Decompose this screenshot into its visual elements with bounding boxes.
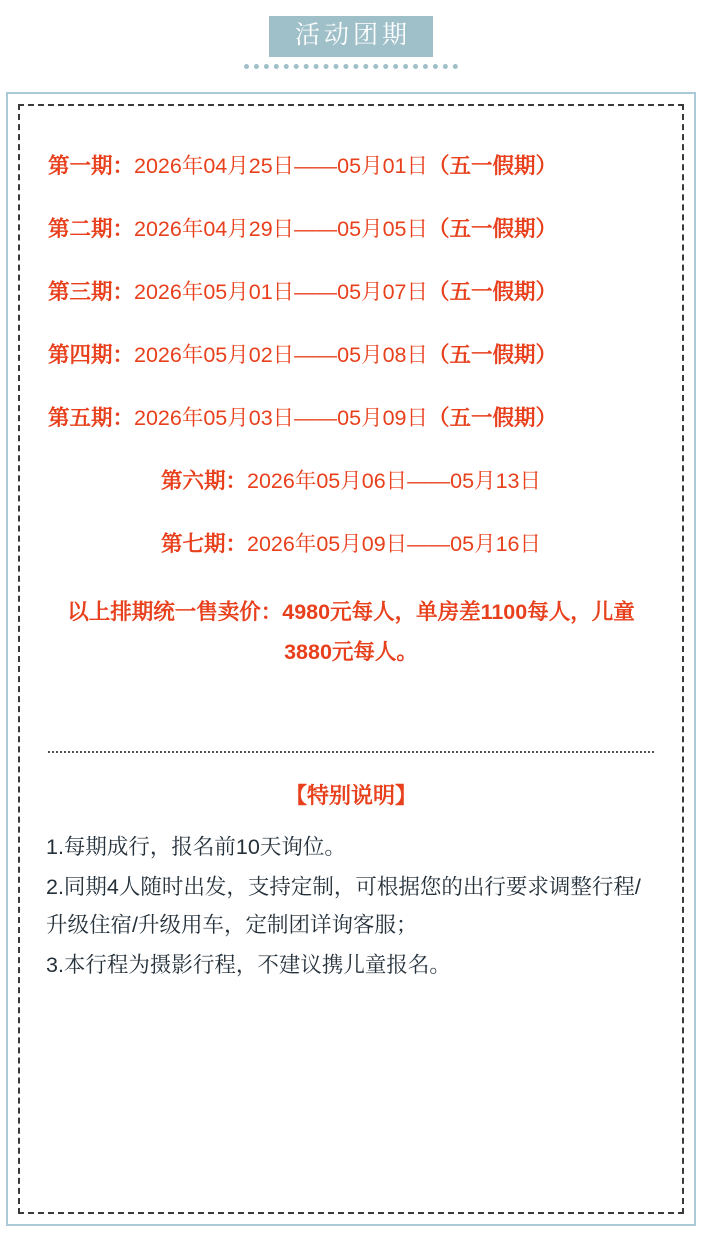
schedule-item-holiday: （五一假期）	[428, 406, 558, 431]
content-card-inner-border	[18, 104, 684, 1214]
schedule-item-label: 第三期：	[48, 280, 135, 305]
page-header	[0, 0, 702, 69]
schedule-item-dates: 2026年05月01日——05月07日	[134, 280, 429, 305]
schedule-item-label: 第二期：	[48, 217, 135, 242]
schedule-item	[42, 278, 660, 307]
special-notes-heading: 【特别说明】	[284, 782, 417, 808]
note-item: 2.同期4人随时出发，支持定制，可根据您的出行要求调整行程/升级住宿/升级用车，定制团详询客服；	[46, 874, 641, 938]
schedule-item	[42, 467, 660, 496]
schedule-item-label: 第四期：	[48, 343, 135, 368]
schedule-item	[42, 215, 660, 244]
schedule-item-holiday: （五一假期）	[428, 343, 558, 368]
note-item: 1.每期成行，报名前10天询位。	[46, 834, 346, 859]
schedule-list	[42, 128, 660, 673]
schedule-item-holiday: （五一假期）	[428, 280, 558, 305]
special-notes-section	[42, 753, 660, 985]
schedule-item	[42, 530, 660, 559]
schedule-item	[42, 152, 660, 181]
content-card	[6, 92, 696, 1226]
schedule-item-label: 第七期：	[160, 532, 247, 557]
price-note: 以上排期统一售卖价：4980元每人，单房差1100每人，儿童3880元每人。	[67, 600, 635, 664]
schedule-item-label: 第一期：	[48, 154, 135, 178]
schedule-item-dates: 2026年05月02日——05月08日	[134, 343, 429, 368]
schedule-item	[42, 341, 660, 370]
schedule-item-label: 第六期：	[160, 469, 247, 494]
schedule-item-holiday: （五一假期）	[428, 217, 558, 242]
schedule-item-holiday: （五一假期）	[428, 154, 558, 178]
schedule-item-dates: 2026年04月25日——05月01日	[134, 154, 429, 178]
title-underline-decoration	[244, 64, 458, 69]
schedule-item-dates: 2026年05月03日——05月09日	[134, 406, 429, 431]
schedule-item-dates: 2026年05月06日——05月13日	[247, 469, 541, 494]
schedule-item-label: 第五期：	[48, 406, 135, 431]
schedule-item	[42, 404, 660, 433]
schedule-item-dates: 2026年05月09日——05月16日	[247, 532, 541, 557]
schedule-item-dates: 2026年04月29日——05月05日	[134, 217, 429, 242]
page-title: 活动团期	[269, 16, 433, 57]
note-item: 3.本行程为摄影行程，不建议携儿童报名。	[46, 953, 451, 978]
